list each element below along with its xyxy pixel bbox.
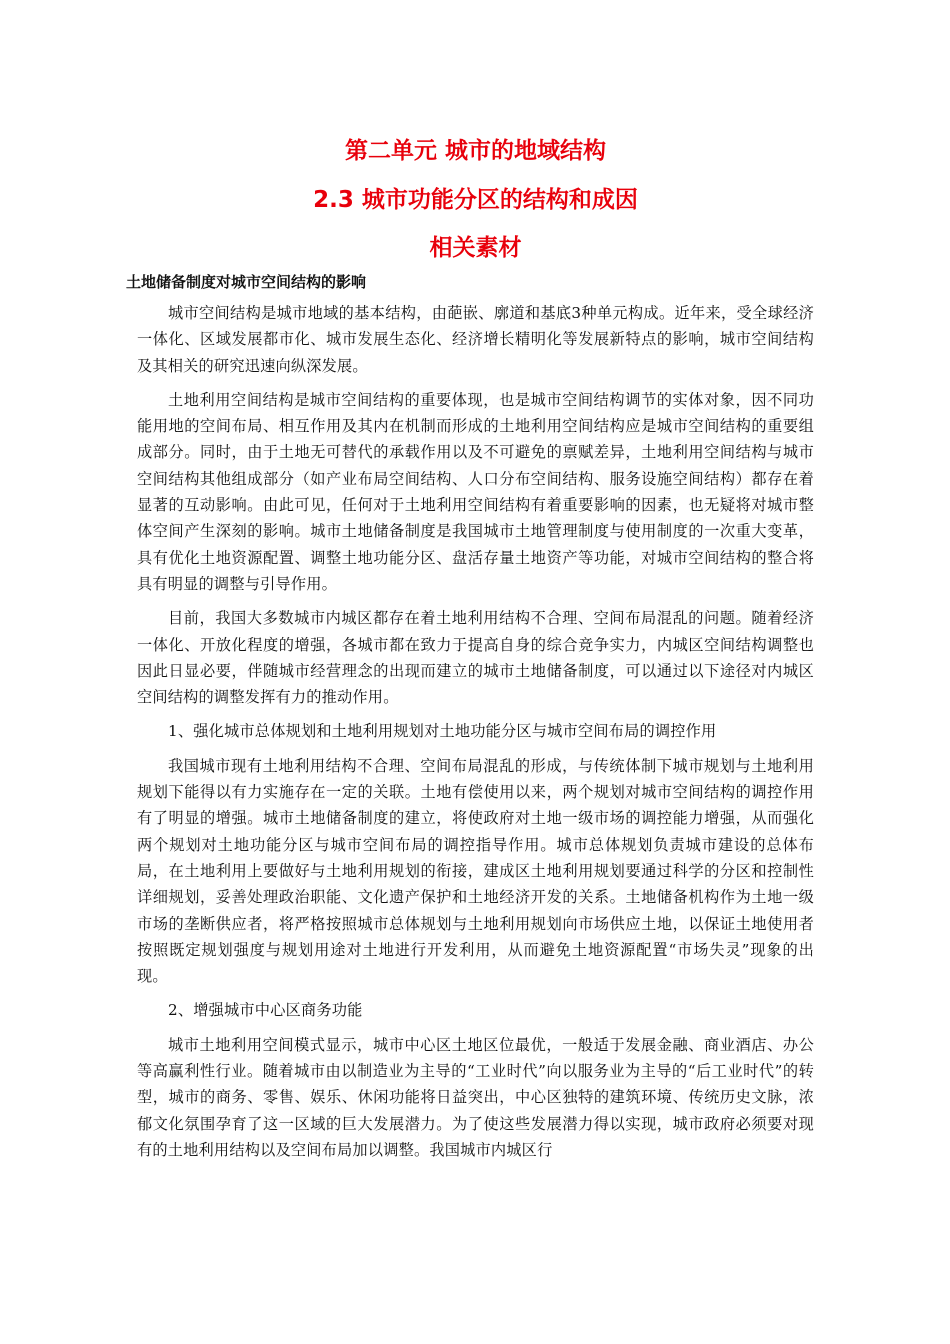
paragraph: 城市土地利用空间模式显示，城市中心区土地区位最优，一般适于发展金融、商业酒店、办公等高赢利性行业。随着城市由以制造业为主导的“工业时代”向以服务业为主导的“后工业时代”的转型，城市的商务、零售、娱乐、休闲功能将日益突出，中心区独特的建筑环境、传统历史文脉，浓郁文化氛围孕育了这一区域的巨大发展潜力。为了使这些发展潜力得以实现，城市政府必须要对现有的土地利用结构以及空间布局加以调整。我国城市内城区行	[137, 1035, 814, 1159]
section-heading: 土地储备制度对城市空间结构的影响	[126, 273, 367, 291]
material-title: 相关素材	[429, 235, 522, 261]
numbered-point: 2、增强城市中心区商务功能	[168, 1001, 363, 1020]
lesson-title: 2.3 城市功能分区的结构和成因	[313, 187, 638, 213]
numbered-point: 1、强化城市总体规划和土地利用规划对土地功能分区与城市空间布局的调控作用	[168, 722, 717, 741]
unit-title: 第二单元 城市的地域结构	[344, 138, 606, 164]
body-text	[137, 300, 814, 1171]
paragraph: 土地利用空间结构是城市空间结构的重要体现，也是城市空间结构调节的实体对象，因不同功能用地的空间布局、相互作用及其内在机制而形成的土地利用空间结构应是城市空间结构的重要组成部分。同时，由于土地无可替代的承载作用以及不可避免的禀赋差异，土地利用空间结构与城市空间结构其他组成部分（如产业布局空间结构、人口分布空间结构、服务设施空间结构）都存在着显著的互动影响。由此可见，任何对于土地利用空间结构有着重要影响的因素，也无疑将对城市整体空间产生深刻的影响。城市土地储备制度是我国城市土地管理制度与使用制度的一次重大变革，具有优化土地资源配置、调整土地功能分区、盘活存量土地资产等功能，对城市空间结构的整合将具有明显的调整与引导作用。	[137, 390, 814, 593]
paragraph: 城市空间结构是城市地域的基本结构，由葩嵌、廓道和基底3种单元构成。近年来，受全球经济一体化、区域发展都市化、城市发展生态化、经济增长精明化等发展新特点的影响，城市空间结构及其相关的研究迅速向纵深发展。	[137, 304, 814, 375]
paragraph: 目前，我国大多数城市内城区都存在着土地利用结构不合理、空间布局混乱的问题。随着经济一体化、开放化程度的增强，各城市都在致力于提高自身的综合竞争实力，内城区空间结构调整也因此日显必要，伴随城市经营理念的出现而建立的城市土地储备制度，可以通过以下途径对内城区空间结构的调整发挥有力的推动作用。	[137, 609, 814, 707]
paragraph: 我国城市现有土地利用结构不合理、空间布局混乱的形成，与传统体制下城市规划与土地利用规划下能得以有力实施存在一定的关联。土地有偿使用以来，两个规划对城市空间结构的调控作用有了明显的增强。城市土地储备制度的建立，将使政府对土地一级市场的调控能力增强，从而强化两个规划对土地功能分区与城市空间布局的调控指导作用。城市总体规划负责城市建设的总体布局，在土地利用上要做好与土地利用规划的衔接，建成区土地利用规划要通过科学的分区和控制性详细规划，妥善处理政治职能、文化遗产保护和土地经济开发的关系。土地储备机构作为土地一级市场的垄断供应者，将严格按照城市总体规划与土地利用规划向市场供应土地，以保证土地使用者按照既定规划强度与规划用途对土地进行开发利用，从而避免土地资源配置“市场失灵”现象的出现。	[137, 756, 814, 986]
